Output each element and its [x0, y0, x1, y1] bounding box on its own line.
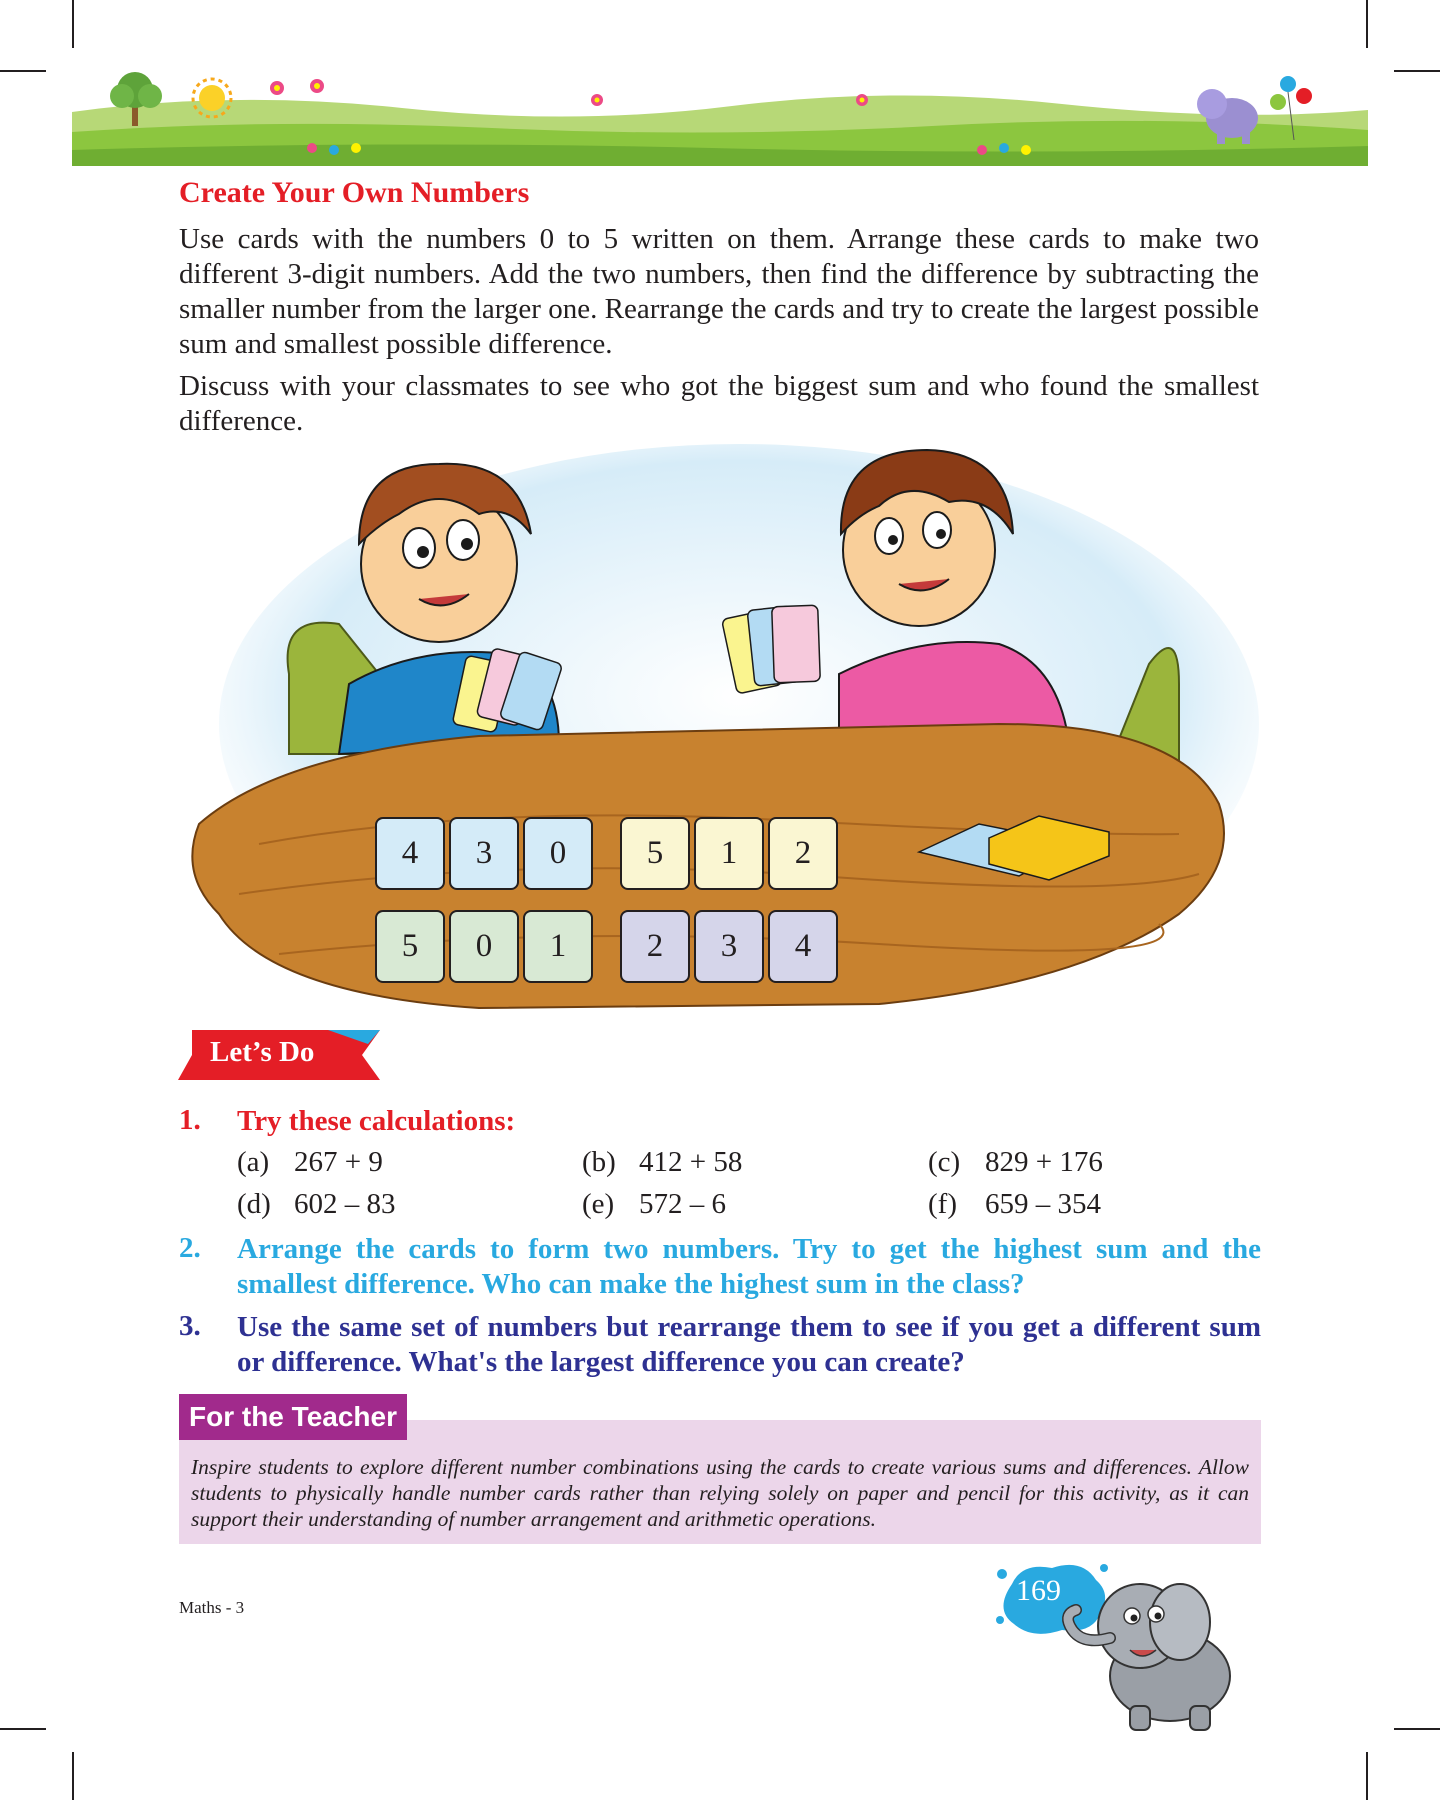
card-digit: 2	[646, 928, 664, 964]
header-banner	[72, 70, 1368, 166]
question-3-number: 3.	[179, 1310, 201, 1342]
book-title: Maths - 3	[179, 1598, 245, 1617]
number-card[interactable]	[694, 817, 764, 890]
question-1-text: Try these calculations:	[237, 1105, 516, 1137]
crop-mark	[0, 70, 46, 72]
calc-expression: 602 – 83	[294, 1188, 396, 1220]
calc-label: (a)	[237, 1146, 270, 1178]
question-1-number: 1.	[179, 1104, 201, 1136]
calc-label: (c)	[928, 1146, 961, 1178]
card-digit: 3	[720, 928, 738, 964]
number-card[interactable]	[375, 910, 445, 983]
teacher-note-text: Inspire students to explore different number combinations using the cards to create various sums and differences. Allow students to physically handle number cards rather than relying solely on paper and pencil for this activity, as it can support their understanding of number arrangement and arithmetic operations.	[191, 1455, 1249, 1531]
calc-expression: 412 + 58	[639, 1146, 743, 1178]
crop-mark	[1394, 70, 1440, 72]
number-card[interactable]	[620, 910, 690, 983]
number-card[interactable]	[620, 817, 690, 890]
calc-expression: 267 + 9	[294, 1146, 383, 1178]
number-card[interactable]	[768, 910, 838, 983]
card-digit: 4	[401, 835, 419, 871]
discussion-paragraph: Discuss with your classmates to see who got the biggest sum and who found the smallest difference.	[179, 370, 1259, 437]
number-card[interactable]	[523, 910, 593, 983]
number-card[interactable]	[694, 910, 764, 983]
crop-mark	[0, 1728, 46, 1730]
number-card[interactable]	[768, 817, 838, 890]
card-digit: 3	[475, 835, 493, 871]
calc-expression: 829 + 176	[985, 1146, 1103, 1178]
teacher-note-label: For the Teacher	[179, 1394, 407, 1440]
question-2-text: Arrange the cards to form two numbers. Try to get the highest sum and the smallest difference. Who can make the highest sum in the class?	[237, 1233, 1261, 1300]
lets-do-label: Let’s Do	[210, 1036, 315, 1068]
crop-mark	[72, 1752, 74, 1800]
crop-mark	[1394, 1728, 1440, 1730]
question-2-number: 2.	[179, 1232, 201, 1264]
card-digit: 5	[646, 835, 664, 871]
card-digit: 4	[794, 928, 812, 964]
calc-label: (b)	[582, 1146, 616, 1178]
card-digit: 0	[475, 928, 493, 964]
number-card[interactable]	[449, 910, 519, 983]
crop-mark	[1366, 1752, 1368, 1800]
number-card[interactable]	[375, 817, 445, 890]
calc-expression: 572 – 6	[639, 1188, 726, 1220]
page-number: 169	[1016, 1574, 1061, 1607]
calc-label: (f)	[928, 1188, 957, 1220]
intro-paragraph: Use cards with the numbers 0 to 5 written on them. Arrange these cards to make two different 3-digit numbers. Add the two numbers, then find the difference by subtracting the smaller number from the larger one. Rearrange the cards and try to create the largest possible sum and smallest possible difference.	[179, 223, 1259, 360]
elephant-mascot-icon	[1060, 1566, 1260, 1736]
number-card[interactable]	[449, 817, 519, 890]
held-cards	[722, 605, 821, 694]
section-title: Create Your Own Numbers	[179, 176, 530, 209]
card-digit: 2	[794, 835, 812, 871]
calc-expression: 659 – 354	[985, 1188, 1101, 1220]
card-digit: 1	[720, 835, 738, 871]
calc-label: (e)	[582, 1188, 615, 1220]
calc-label: (d)	[237, 1188, 271, 1220]
crop-mark	[72, 0, 74, 48]
question-3-text: Use the same set of numbers but rearrange them to see if you get a different sum or difference. What's the largest difference you can create?	[237, 1311, 1261, 1378]
card-digit: 1	[549, 928, 567, 964]
card-digit: 5	[401, 928, 419, 964]
crop-mark	[1366, 0, 1368, 48]
number-card[interactable]	[523, 817, 593, 890]
card-digit: 0	[549, 835, 567, 871]
